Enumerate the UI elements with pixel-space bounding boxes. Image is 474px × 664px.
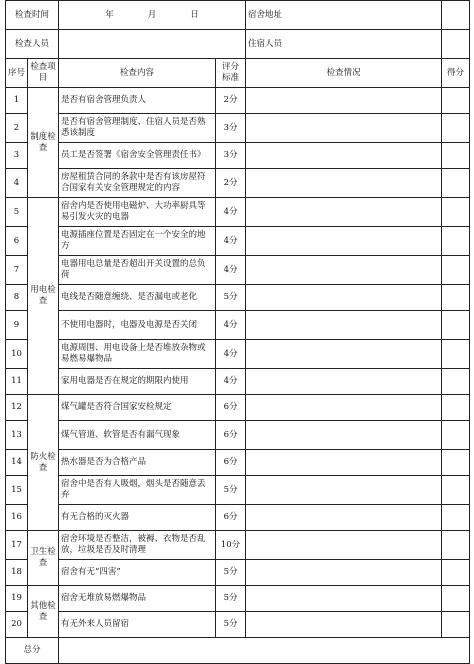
col-score-header: 得分 <box>442 59 470 88</box>
table-row <box>6 114 470 143</box>
row-content: 房屋租赁合同的条款中是否有该房屋符合国家有关安全管理规定的内容 <box>59 169 216 198</box>
row-standard: 6分 <box>216 450 246 476</box>
row-score-field[interactable] <box>442 169 470 198</box>
row-number: 16 <box>6 505 28 531</box>
row-result-field[interactable] <box>246 586 442 612</box>
resident-label: 住宿人员 <box>246 30 442 59</box>
row-content: 煤气罐是否符合国家安检规定 <box>59 395 216 421</box>
row-content: 电器用电总量是否超出开关设置的总负荷 <box>59 256 216 285</box>
row-standard: 4分 <box>216 227 246 256</box>
row-standard: 6分 <box>216 421 246 450</box>
row-result-field[interactable] <box>246 421 442 450</box>
row-result-field[interactable] <box>246 612 442 638</box>
row-standard: 5分 <box>216 285 246 311</box>
row-result-field[interactable] <box>246 311 442 340</box>
row-result-field[interactable] <box>246 198 442 227</box>
table-row <box>6 311 470 340</box>
table-row <box>6 505 470 531</box>
row-content: 宿舍无堆放易燃爆物品 <box>59 586 216 612</box>
row-standard: 4分 <box>216 256 246 285</box>
row-number: 20 <box>6 612 28 638</box>
table-row <box>6 560 470 586</box>
date-field[interactable] <box>59 1 246 30</box>
row-score-field[interactable] <box>442 476 470 505</box>
row-content: 家用电器是否在规定的期限内使用 <box>59 369 216 395</box>
total-row <box>6 638 470 664</box>
row-number: 12 <box>6 395 28 421</box>
row-content: 电源周围、用电设备上是否堆放杂物或易燃易爆物品 <box>59 340 216 369</box>
header-row-inspector <box>6 30 470 59</box>
table-row <box>6 476 470 505</box>
row-score-field[interactable] <box>442 586 470 612</box>
row-number: 15 <box>6 476 28 505</box>
row-number: 3 <box>6 143 28 169</box>
table-row <box>6 421 470 450</box>
total-label: 总分 <box>6 638 59 664</box>
category-hygiene: 卫生检查 <box>28 531 59 586</box>
row-standard: 5分 <box>216 560 246 586</box>
row-number: 11 <box>6 369 28 395</box>
row-standard: 6分 <box>216 395 246 421</box>
row-result-field[interactable] <box>246 476 442 505</box>
row-number: 1 <box>6 88 28 114</box>
table-row <box>6 285 470 311</box>
table-row <box>6 227 470 256</box>
table-row <box>6 369 470 395</box>
date-year: 年 <box>105 9 114 20</box>
row-result-field[interactable] <box>246 560 442 586</box>
row-number: 10 <box>6 340 28 369</box>
col-category-header: 检查项目 <box>28 59 59 88</box>
col-standard-header: 评分标准 <box>216 59 246 88</box>
date-label: 检查时间 <box>6 1 59 30</box>
table-row <box>6 450 470 476</box>
row-result-field[interactable] <box>246 285 442 311</box>
row-content: 有无外来人员留宿 <box>59 612 216 638</box>
row-standard: 4分 <box>216 311 246 340</box>
row-standard: 4分 <box>216 198 246 227</box>
row-score-field[interactable] <box>442 560 470 586</box>
row-content: 宿舍有无“四害” <box>59 560 216 586</box>
row-score-field[interactable] <box>442 311 470 340</box>
table-row <box>6 586 470 612</box>
row-content: 是否有宿舍管理制度、住宿人员是否熟悉该制度 <box>59 114 216 143</box>
category-other: 其他检查 <box>28 586 59 638</box>
row-standard: 2分 <box>216 88 246 114</box>
row-content: 煤气管道、软管是否有漏气现象 <box>59 421 216 450</box>
row-score-field[interactable] <box>442 450 470 476</box>
table-row <box>6 531 470 560</box>
inspector-label: 检查人员 <box>6 30 59 59</box>
address-label: 宿舍地址 <box>246 1 442 30</box>
row-score-field[interactable] <box>442 143 470 169</box>
row-content: 电源插座位置是否固定在一个安全的地方 <box>59 227 216 256</box>
row-number: 14 <box>6 450 28 476</box>
row-number: 5 <box>6 198 28 227</box>
category-system: 制度检查 <box>28 88 59 198</box>
row-result-field[interactable] <box>246 256 442 285</box>
row-standard: 10分 <box>216 531 246 560</box>
row-number: 7 <box>6 256 28 285</box>
row-standard: 4分 <box>216 369 246 395</box>
row-result-field[interactable] <box>246 450 442 476</box>
row-result-field[interactable] <box>246 395 442 421</box>
category-electric: 用电检查 <box>28 198 59 395</box>
col-content-header: 检查内容 <box>59 59 216 88</box>
row-result-field[interactable] <box>246 505 442 531</box>
row-standard: 5分 <box>216 476 246 505</box>
row-result-field[interactable] <box>246 114 442 143</box>
row-number: 9 <box>6 311 28 340</box>
header-row-date <box>6 1 470 30</box>
row-result-field[interactable] <box>246 169 442 198</box>
address-field[interactable] <box>442 1 470 30</box>
table-row <box>6 143 470 169</box>
inspection-form-table <box>5 0 470 664</box>
date-month: 月 <box>147 9 157 20</box>
row-standard: 4分 <box>216 340 246 369</box>
row-standard: 3分 <box>216 143 246 169</box>
column-header-row <box>6 59 470 88</box>
table-row <box>6 340 470 369</box>
row-number: 8 <box>6 285 28 311</box>
row-score-field[interactable] <box>442 369 470 395</box>
row-content: 宿舍环境是否整洁，被褥、衣物是否乱放，垃圾是否及时清理 <box>59 531 216 560</box>
row-number: 17 <box>6 531 28 560</box>
row-score-field[interactable] <box>442 395 470 421</box>
row-result-field[interactable] <box>246 531 442 560</box>
row-standard: 5分 <box>216 612 246 638</box>
row-number: 2 <box>6 114 28 143</box>
row-standard: 3分 <box>216 114 246 143</box>
row-result-field[interactable] <box>246 227 442 256</box>
row-result-field[interactable] <box>246 143 442 169</box>
row-result-field[interactable] <box>246 369 442 395</box>
row-score-field[interactable] <box>442 505 470 531</box>
row-standard: 5分 <box>216 586 246 612</box>
table-row <box>6 612 470 638</box>
row-content: 热水器是否为合格产品 <box>59 450 216 476</box>
row-score-field[interactable] <box>442 114 470 143</box>
row-result-field[interactable] <box>246 340 442 369</box>
table-row <box>6 198 470 227</box>
row-content: 宿舍中是否有人吸烟，烟头是否随意丢弃 <box>59 476 216 505</box>
row-number: 18 <box>6 560 28 586</box>
table-row <box>6 169 470 198</box>
col-seq-header: 序号 <box>6 59 28 88</box>
row-number: 6 <box>6 227 28 256</box>
resident-field[interactable] <box>442 30 470 59</box>
row-number: 19 <box>6 586 28 612</box>
row-content: 员工是否签署《宿舍安全管理责任书》 <box>59 143 216 169</box>
row-number: 13 <box>6 421 28 450</box>
row-content: 是否有宿舍管理负责人 <box>59 88 216 114</box>
row-standard: 2分 <box>216 169 246 198</box>
category-fire: 防火检查 <box>28 395 59 531</box>
row-score-field[interactable] <box>442 285 470 311</box>
total-score-field[interactable] <box>59 638 470 664</box>
row-score-field[interactable] <box>442 227 470 256</box>
row-score-field[interactable] <box>442 531 470 560</box>
col-result-header: 检查情况 <box>246 59 442 88</box>
table-row <box>6 256 470 285</box>
row-score-field[interactable] <box>442 88 470 114</box>
row-content: 不使用电器时，电器及电源是否关闭 <box>59 311 216 340</box>
row-content: 有无合格的灭火器 <box>59 505 216 531</box>
inspector-field[interactable] <box>59 30 246 59</box>
row-score-field[interactable] <box>442 198 470 227</box>
table-row <box>6 88 470 114</box>
row-result-field[interactable] <box>246 88 442 114</box>
date-day: 日 <box>190 9 199 20</box>
row-score-field[interactable] <box>442 256 470 285</box>
row-number: 4 <box>6 169 28 198</box>
table-row <box>6 395 470 421</box>
row-content: 宿舍内是否使用电磁炉、大功率厨具等易引发火灾的电器 <box>59 198 216 227</box>
row-score-field[interactable] <box>442 612 470 638</box>
row-score-field[interactable] <box>442 421 470 450</box>
row-standard: 6分 <box>216 505 246 531</box>
row-score-field[interactable] <box>442 340 470 369</box>
row-content: 电线是否随意缠绕、是否漏电或老化 <box>59 285 216 311</box>
